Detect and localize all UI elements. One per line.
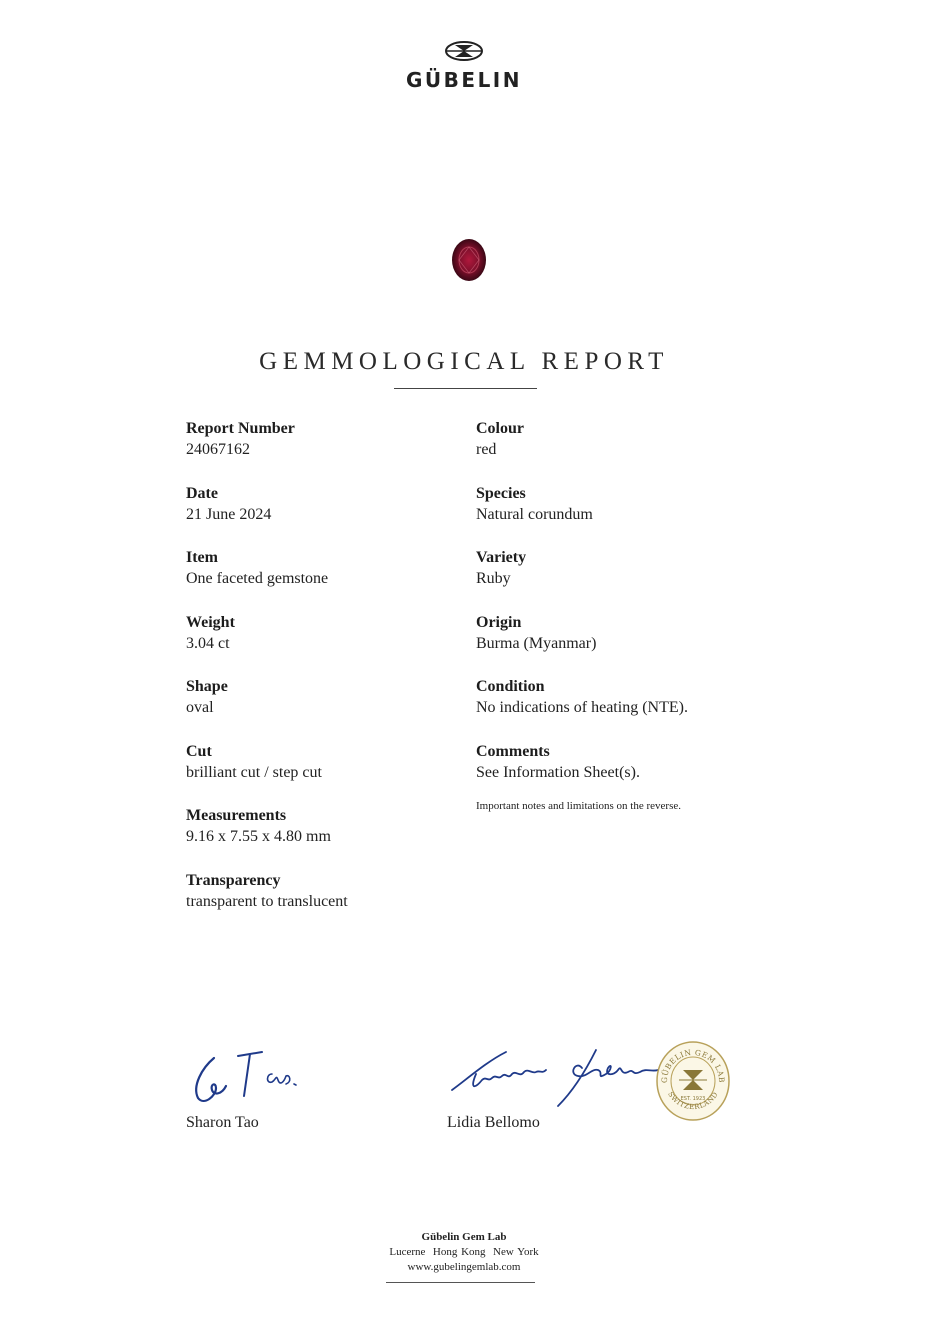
reverse-note: Important notes and limitations on the reverse.	[476, 800, 681, 812]
field-value: Burma (Myanmar)	[476, 635, 597, 652]
field-value: Natural corundum	[476, 506, 593, 523]
field-variety	[476, 547, 776, 589]
signer-name: Sharon Tao	[186, 1114, 259, 1131]
field-label: Date	[186, 485, 218, 502]
svg-text:SWITZERLAND: SWITZERLAND	[666, 1090, 720, 1112]
field-label: Transparency	[186, 872, 281, 889]
field-value: Ruby	[476, 570, 511, 587]
lab-seal-icon	[655, 1040, 731, 1122]
field-comments	[476, 741, 776, 783]
field-value: red	[476, 441, 497, 458]
field-value: brilliant cut / step cut	[186, 764, 322, 781]
field-label: Report Number	[186, 420, 295, 437]
field-colour	[476, 418, 776, 460]
oval-ruby-icon	[450, 237, 488, 283]
field-date	[186, 483, 486, 525]
field-value: oval	[186, 699, 214, 716]
footer-cities: Lucerne Hong Kong New York	[389, 1246, 539, 1258]
field-value: transparent to translucent	[186, 893, 348, 910]
svg-text:GÜBELIN GEM LAB: GÜBELIN GEM LAB	[659, 1047, 727, 1084]
field-shape	[186, 676, 486, 718]
field-label: Weight	[186, 614, 235, 631]
field-weight	[186, 612, 486, 654]
field-origin	[476, 612, 776, 654]
field-label: Shape	[186, 678, 228, 695]
field-condition	[476, 676, 776, 718]
field-value: No indications of heating (NTE).	[476, 699, 688, 716]
field-item	[186, 547, 486, 589]
field-label: Comments	[476, 743, 550, 760]
field-label: Item	[186, 549, 218, 566]
field-label: Condition	[476, 678, 545, 695]
handwritten-signature-icon	[446, 1040, 676, 1116]
field-measurements	[186, 805, 486, 847]
field-value: 3.04 ct	[186, 635, 230, 652]
field-label: Measurements	[186, 807, 287, 824]
field-label: Origin	[476, 614, 522, 631]
field-cut	[186, 741, 486, 783]
field-value: 24067162	[186, 441, 250, 458]
field-label: Species	[476, 485, 526, 502]
field-label: Variety	[476, 549, 527, 566]
field-value: See Information Sheet(s).	[476, 764, 640, 781]
report-title: GEMMOLOGICAL REPORT	[259, 348, 669, 375]
field-transparency	[186, 870, 486, 912]
handwritten-signature-icon	[186, 1046, 326, 1108]
field-label: Colour	[476, 420, 524, 437]
field-species	[476, 483, 776, 525]
field-value: 9.16 x 7.55 x 4.80 mm	[186, 828, 331, 845]
footer-website[interactable]: www.gubelingemlab.com	[407, 1261, 521, 1273]
field-report-number	[186, 418, 486, 460]
brand-name: GÜBELIN	[406, 68, 522, 92]
field-value: 21 June 2024	[186, 506, 272, 523]
footer-lab-name: Gübelin Gem Lab	[421, 1231, 507, 1243]
field-label: Cut	[186, 743, 212, 760]
title-divider	[394, 388, 537, 389]
field-value: One faceted gemstone	[186, 570, 329, 587]
svg-text:EST. 1923: EST. 1923	[680, 1096, 706, 1102]
footer-divider	[386, 1282, 535, 1283]
signer-name: Lidia Bellomo	[447, 1114, 540, 1131]
